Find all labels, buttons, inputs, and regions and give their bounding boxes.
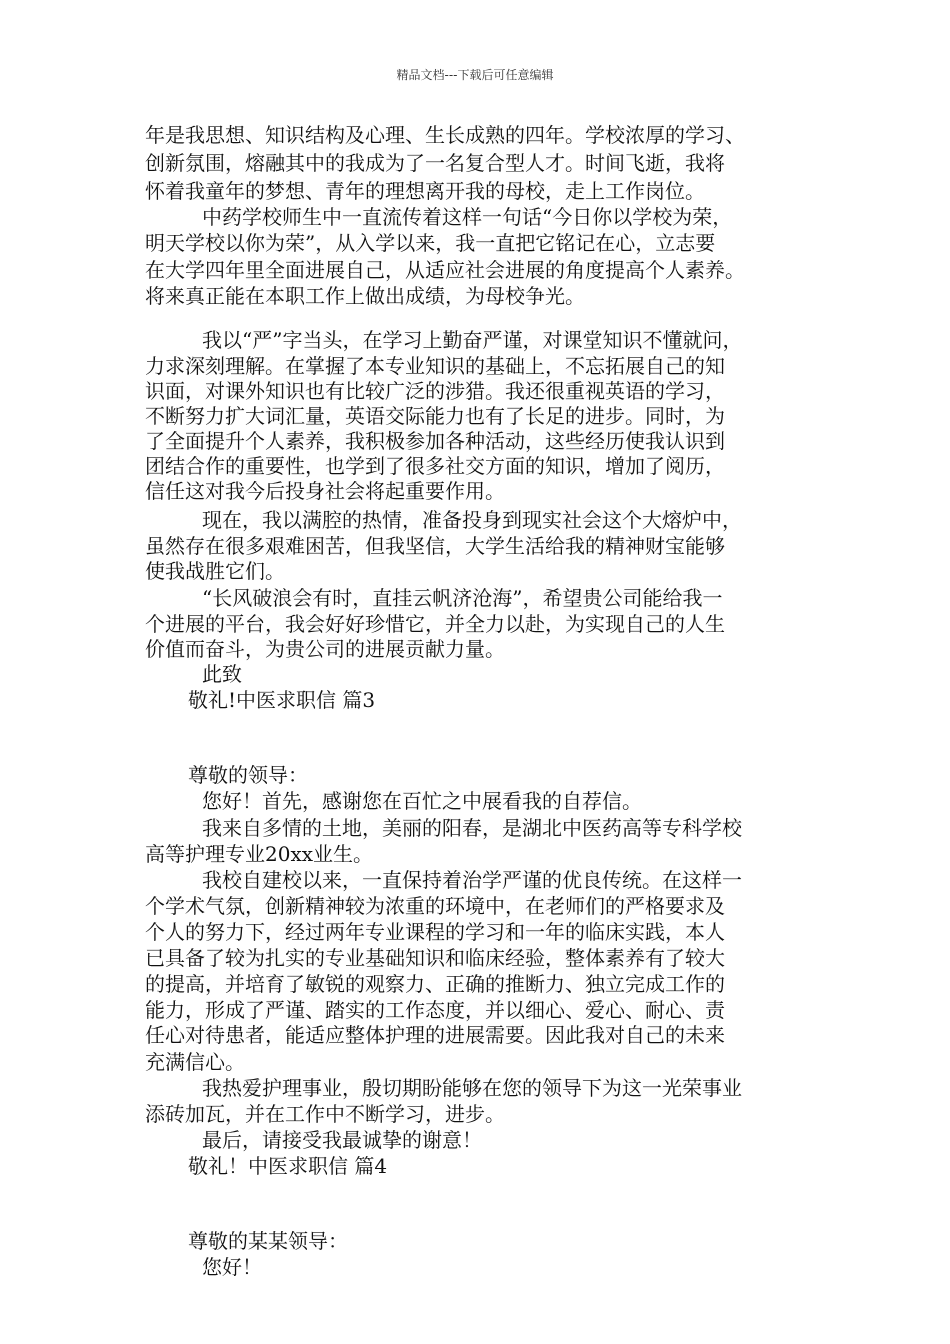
body-line: 能力，形成了严谨、踏实的工作态度，并以细心、爱心、耐心、责 [145,998,725,1022]
body-line: 在大学四年里全面进展自己，从适应社会进展的角度提高个人素养。 [145,258,745,282]
body-line: 现在，我以满腔的热情，准备投身到现实社会这个大熔炉中， [202,508,742,532]
body-line: 创新氛围，熔融其中的我成为了一名复合型人才。时间飞逝，我将 [145,151,725,175]
body-line: 将来真正能在本职工作上做出成绩，为母校争光。 [145,284,585,308]
body-line: 明天学校以你为荣”，从入学以来，我一直把它铭记在心，立志要 [145,231,716,255]
body-line: 任心对待患者，能适应整体护理的进展需要。因此我对自己的未来 [145,1023,725,1047]
body-line: 了全面提升个人素养，我积极参加各种活动，这些经历使我认识到 [145,429,725,453]
body-line: 我来自多情的土地，美丽的阳春，是湖北中医药高等专科学校 [202,816,742,840]
body-line: 信任这对我今后投身社会将起重要作用。 [145,479,505,503]
body-line: 怀着我童年的梦想、青年的理想离开我的母校，走上工作岗位。 [145,179,705,203]
body-line: 虽然存在很多艰难困苦，但我坚信，大学生活给我的精神财宝能够 [145,534,725,558]
body-line: 不断努力扩大词汇量，英语交际能力也有了长足的进步。同时，为 [145,404,725,428]
body-line: 此致 [202,662,242,686]
section-title: 敬礼！中医求职信 篇4 [188,1154,388,1178]
body-line: 团结合作的重要性，也学到了很多社交方面的知识，增加了阅历， [145,454,725,478]
body-line: 我以“严”字当头，在学习上勤奋严谨，对课堂知识不懂就问， [202,328,743,352]
body-line: 高等护理专业20xx业生。 [145,842,374,866]
body-line: 价值而奋斗，为贵公司的进展贡献力量。 [145,637,505,661]
salutation: 尊敬的领导： [188,763,308,787]
body-line: 我校自建校以来，一直保持着治学严谨的优良传统。在这样一 [202,868,742,892]
body-line: 已具备了较为扎实的专业基础知识和临床经验，整体素养有了较大 [145,946,725,970]
body-line: 最后，请接受我最诚挚的谢意！ [202,1128,482,1152]
body-line: 您好！首先，感谢您在百忙之中展看我的自荐信。 [202,789,642,813]
body-line: 充满信心。 [145,1050,245,1074]
body-line: 识面，对课外知识也有比较广泛的涉猎。我还很重视英语的学习， [145,379,725,403]
section-title: 敬礼!中医求职信 篇3 [188,688,376,712]
page-header: 精品文档---下载后可任意编辑 [396,68,554,82]
body-line: 我热爱护理事业，殷切期盼能够在您的领导下为这一光荣事业 [202,1076,742,1100]
body-line: 中药学校师生中一直流传着这样一句话“今日你以学校为荣， [202,205,733,229]
body-line: 个人的努力下，经过两年专业课程的学习和一年的临床实践，本人 [145,920,725,944]
body-line: 您好！ [202,1255,262,1279]
body-line: 个进展的平台，我会好好珍惜它，并全力以赴，为实现自己的人生 [145,612,725,636]
salutation: 尊敬的某某领导： [188,1229,348,1253]
body-line: 力求深刻理解。在掌握了本专业知识的基础上，不忘拓展自己的知 [145,354,725,378]
body-line: 年是我思想、知识结构及心理、生长成熟的四年。学校浓厚的学习、 [145,123,745,147]
body-line: 添砖加瓦，并在工作中不断学习，进步。 [145,1102,505,1126]
body-line: 使我战胜它们。 [145,559,285,583]
body-line: 的提高，并培育了敏锐的观察力、正确的推断力、独立完成工作的 [145,972,725,996]
body-line: “长风破浪会有时，直挂云帆济沧海”，希望贵公司能给我一 [202,586,723,610]
body-line: 个学术气氛，创新精神较为浓重的环境中，在老师们的严格要求及 [145,894,725,918]
